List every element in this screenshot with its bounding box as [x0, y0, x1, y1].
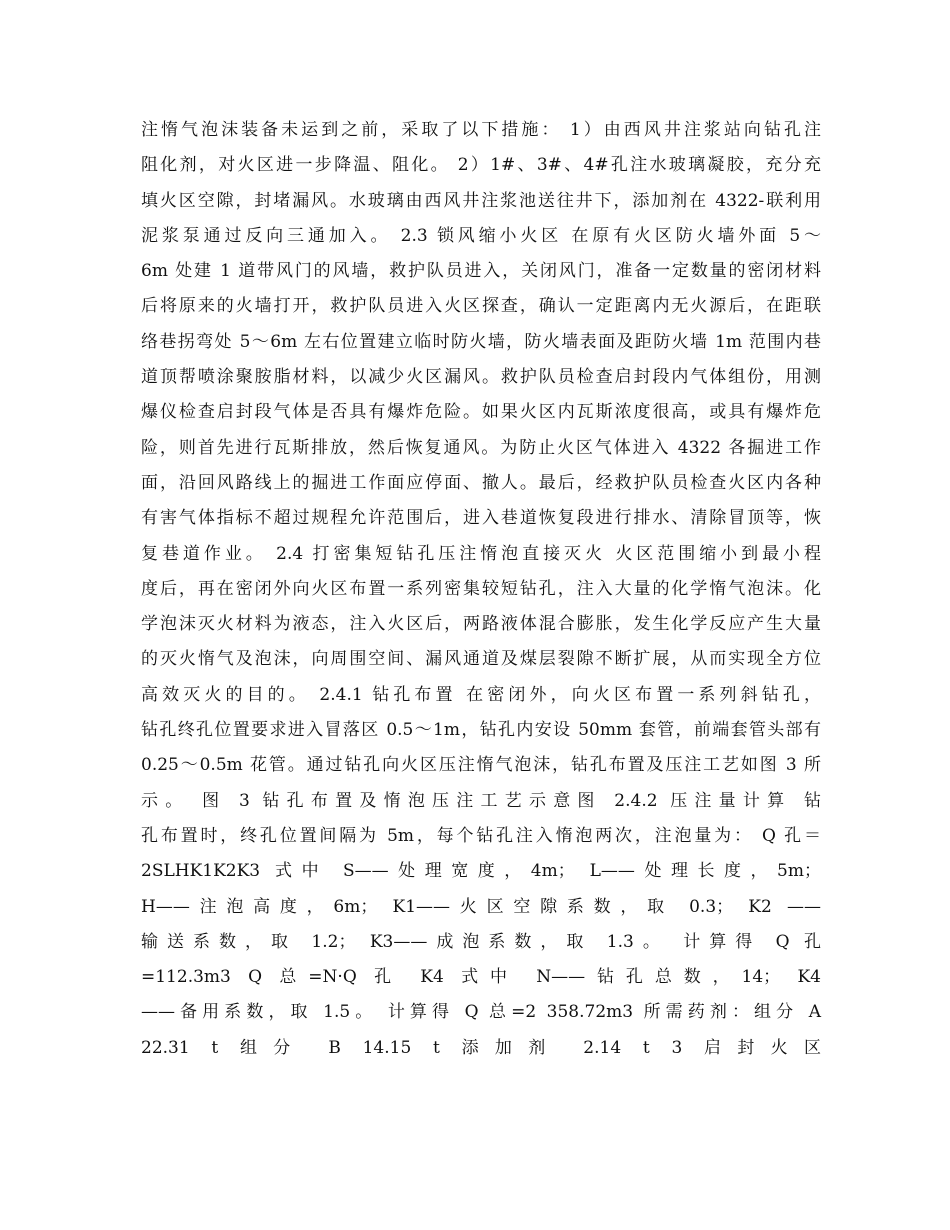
- text-line: 泥浆泵通过反向三通加入。 2.3 锁风缩小火区 在原有火区防火墙外面 5～: [141, 225, 821, 246]
- text-line: 0.25～0.5m 花管。通过钻孔向火区压注惰气泡沫，钻孔布置及压注工艺如图 3 所: [141, 755, 821, 776]
- text-line: 后将原来的火墙打开，救护队员进入火区探查，确认一定距离内无火源后，在距联: [141, 296, 821, 317]
- text-line: 孔布置时，终孔位置间隔为 5m，每个钻孔注入惰泡两次，注泡量为： Q 孔＝: [141, 825, 821, 846]
- text-line: 络巷拐弯处 5～6m 左右位置建立临时防火墙，防火墙表面及距防火墙 1m 范围内巷: [141, 331, 821, 352]
- text-line: =112.3m3 Q 总=N·Q 孔 K4 式中 N——钻孔总数，14； K4: [141, 967, 821, 988]
- text-line: 道顶帮喷涂聚胺脂材料，以减少火区漏风。救护队员检查启封段内气体组份，用测: [141, 367, 821, 388]
- text-line: H——注泡高度，6m； K1——火区空隙系数，取 0.3； K2 ——: [141, 896, 821, 917]
- text-line: 注惰气泡沫装备未运到之前，采取了以下措施： 1）由西风井注浆站向钻孔注: [141, 120, 821, 140]
- text-line: 示。 图 3 钻孔布置及惰泡压注工艺示意图 2.4.2 压注量计算 钻: [141, 790, 821, 811]
- text-line: 复巷道作业。 2.4 打密集短钻孔压注惰泡直接灭火 火区范围缩小到最小程: [141, 543, 821, 564]
- text-line: 输送系数，取 1.2； K3——成泡系数，取 1.3。 计算得 Q 孔: [141, 931, 821, 952]
- text-line: 爆仪检查启封段气体是否具有爆炸危险。如果火区内瓦斯浓度很高，或具有爆炸危: [141, 402, 821, 423]
- text-line: 度后，再在密闭外向火区布置一系列密集较短钻孔，注入大量的化学惰气泡沫。化: [141, 578, 821, 599]
- text-line: 钻孔终孔位置要求进入冒落区 0.5～1m，钻孔内安设 50mm 套管，前端套管头部有: [141, 720, 821, 741]
- text-line: 高效灭火的目的。 2.4.1 钻孔布置 在密闭外，向火区布置一系列斜钻孔，: [141, 684, 821, 705]
- text-line: 有害气体指标不超过规程允许范围后，进入巷道恢复段进行排水、清除冒顶等，恢: [141, 508, 821, 529]
- body-text: [141, 113, 821, 1066]
- text-line: 阻化剂，对火区进一步降温、阻化。 2）1#、3#、4#孔注水玻璃凝胶，充分充: [141, 155, 821, 176]
- text-line: 填火区空隙，封堵漏风。水玻璃由西风井注浆池送往井下，添加剂在 4322-联利用: [141, 190, 821, 211]
- text-line: 6m 处建 1 道带风门的风墙，救护队员进入，关闭风门，准备一定数量的密闭材料: [141, 261, 821, 282]
- text-line: 学泡沫灭火材料为液态，注入火区后，两路液体混合膨胀，发生化学反应产生大量: [141, 614, 821, 635]
- text-line: 的灭火惰气及泡沫，向周围空间、漏风通道及煤层裂隙不断扩展，从而实现全方位: [141, 649, 821, 670]
- text-line: 面，沿回风路线上的掘进工作面应停面、撤人。最后，经救护队员检查火区内各种: [141, 472, 821, 493]
- text-line: ——备用系数，取 1.5。 计算得 Q 总=2 358.72m3 所需药剂：组分 A: [141, 1002, 821, 1023]
- text-line: 22.31 t 组分 B 14.15 t 添加剂 2.14 t 3 启封火区: [141, 1037, 821, 1058]
- text-line: 险，则首先进行瓦斯排放，然后恢复通风。为防止火区气体进入 4322 各掘进工作: [141, 437, 821, 458]
- text-line: 2SLHK1K2K3 式中 S——处理宽度，4m； L——处理长度，5m；: [141, 861, 821, 882]
